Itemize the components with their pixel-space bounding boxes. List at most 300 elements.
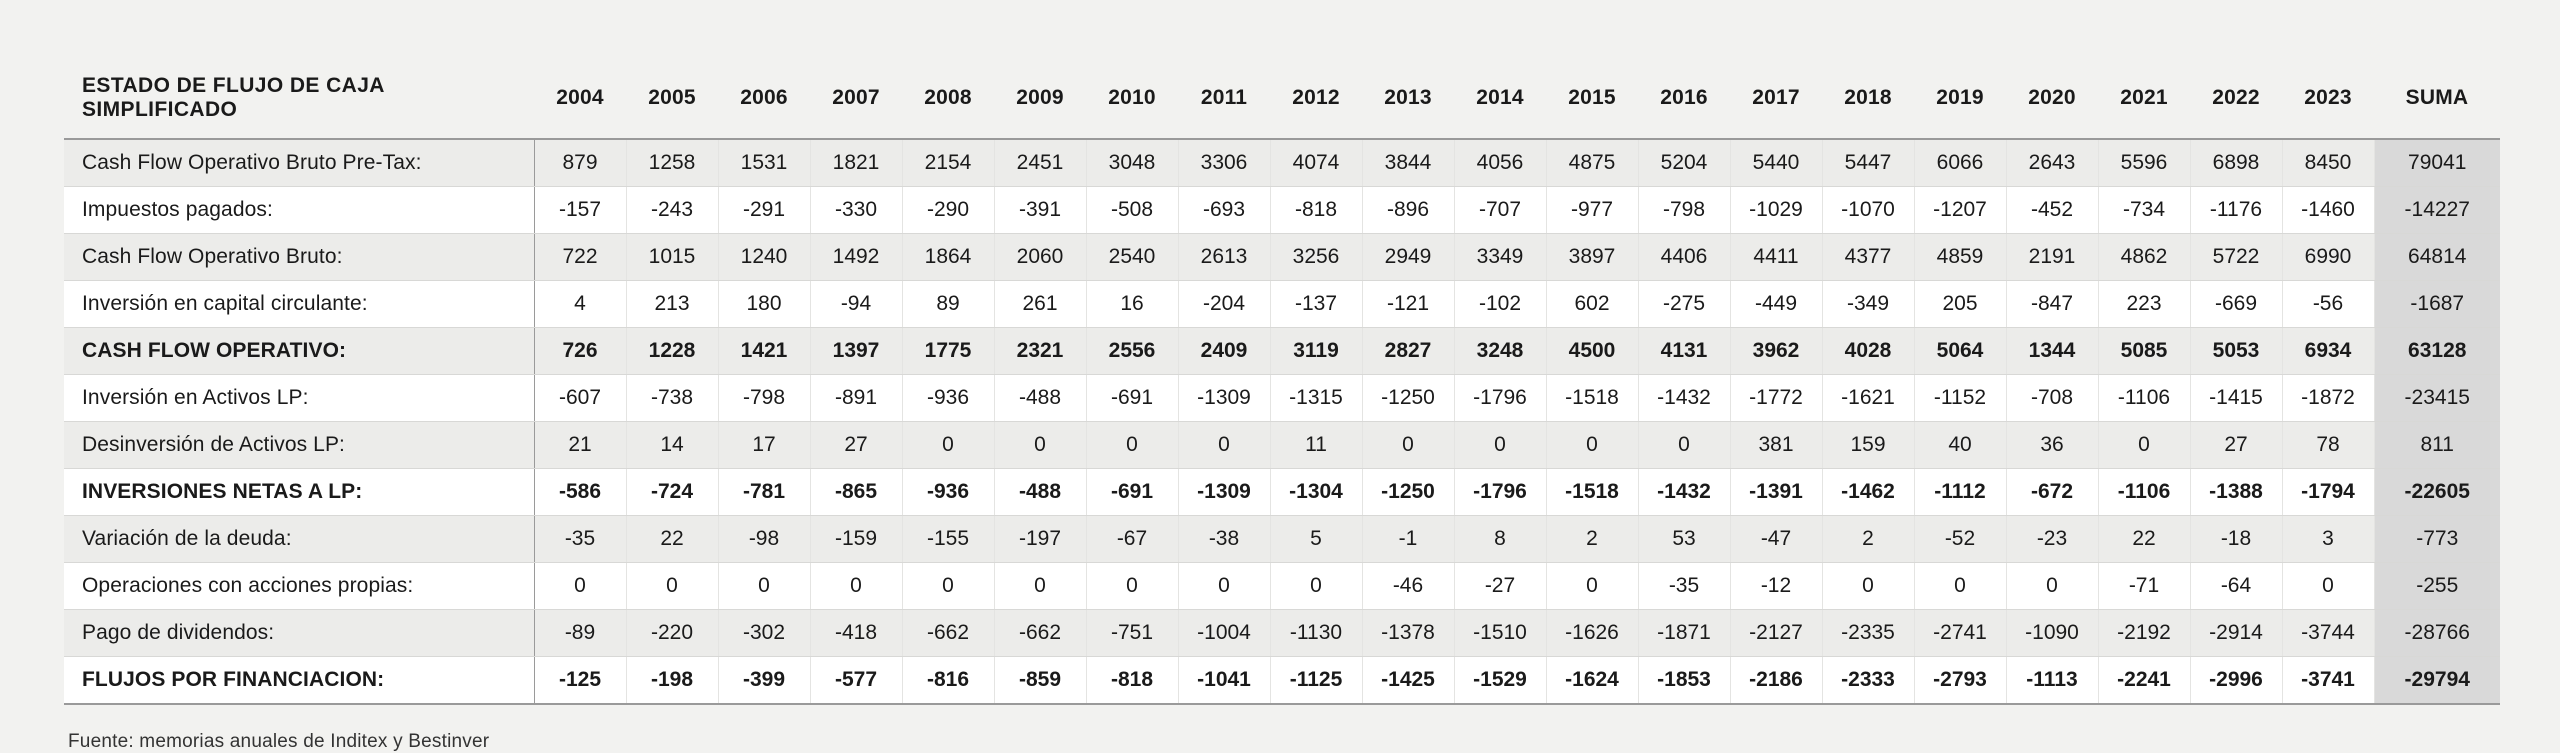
data-cell: -290 xyxy=(902,187,994,234)
data-cell: -137 xyxy=(1270,281,1362,328)
row-label: INVERSIONES NETAS A LP: xyxy=(64,469,534,516)
data-cell: 0 xyxy=(1178,422,1270,469)
sum-cell: -23415 xyxy=(2374,375,2500,422)
data-cell: -71 xyxy=(2098,563,2190,610)
data-cell: 381 xyxy=(1730,422,1822,469)
row-label: Inversión en capital circulante: xyxy=(64,281,534,328)
data-cell: -2793 xyxy=(1914,657,2006,705)
data-cell: -1518 xyxy=(1546,375,1638,422)
data-cell: -155 xyxy=(902,516,994,563)
data-cell: -302 xyxy=(718,610,810,657)
data-cell: -1176 xyxy=(2190,187,2282,234)
data-cell: 5085 xyxy=(2098,328,2190,375)
table-row xyxy=(64,234,2500,281)
data-cell: 2643 xyxy=(2006,139,2098,187)
column-header-year: 2008 xyxy=(902,60,994,139)
data-cell: 1258 xyxy=(626,139,718,187)
data-cell: 16 xyxy=(1086,281,1178,328)
data-cell: 6898 xyxy=(2190,139,2282,187)
data-cell: -157 xyxy=(534,187,626,234)
data-cell: -1510 xyxy=(1454,610,1546,657)
data-cell: -197 xyxy=(994,516,1086,563)
data-cell: -159 xyxy=(810,516,902,563)
data-cell: 2451 xyxy=(994,139,1086,187)
data-cell: 2556 xyxy=(1086,328,1178,375)
data-cell: 4028 xyxy=(1822,328,1914,375)
data-cell: -896 xyxy=(1362,187,1454,234)
data-cell: 180 xyxy=(718,281,810,328)
data-cell: 1228 xyxy=(626,328,718,375)
data-cell: -1425 xyxy=(1362,657,1454,705)
data-cell: -2127 xyxy=(1730,610,1822,657)
data-cell: -418 xyxy=(810,610,902,657)
data-cell: 0 xyxy=(2282,563,2374,610)
data-cell: -23 xyxy=(2006,516,2098,563)
data-cell: -1796 xyxy=(1454,469,1546,516)
data-cell: 2827 xyxy=(1362,328,1454,375)
data-cell: -399 xyxy=(718,657,810,705)
table-row xyxy=(64,422,2500,469)
data-cell: -2333 xyxy=(1822,657,1914,705)
column-header-year: 2018 xyxy=(1822,60,1914,139)
data-cell: 1492 xyxy=(810,234,902,281)
data-cell: 0 xyxy=(810,563,902,610)
data-cell: 0 xyxy=(2098,422,2190,469)
data-cell: -847 xyxy=(2006,281,2098,328)
data-cell: 0 xyxy=(2006,563,2098,610)
data-cell: 0 xyxy=(994,422,1086,469)
data-cell: -1853 xyxy=(1638,657,1730,705)
data-cell: -1624 xyxy=(1546,657,1638,705)
data-cell: -275 xyxy=(1638,281,1730,328)
column-header-year: 2017 xyxy=(1730,60,1822,139)
data-cell: 2321 xyxy=(994,328,1086,375)
data-cell: 2949 xyxy=(1362,234,1454,281)
data-cell: 4411 xyxy=(1730,234,1822,281)
data-cell: 4406 xyxy=(1638,234,1730,281)
data-cell: 4500 xyxy=(1546,328,1638,375)
data-cell: -1315 xyxy=(1270,375,1362,422)
data-cell: 8 xyxy=(1454,516,1546,563)
data-cell: 1344 xyxy=(2006,328,2098,375)
data-cell: 5596 xyxy=(2098,139,2190,187)
data-cell: -586 xyxy=(534,469,626,516)
data-cell: 0 xyxy=(1086,563,1178,610)
data-cell: 5204 xyxy=(1638,139,1730,187)
data-cell: -798 xyxy=(1638,187,1730,234)
data-cell: 4131 xyxy=(1638,328,1730,375)
row-label: CASH FLOW OPERATIVO: xyxy=(64,328,534,375)
data-cell: 22 xyxy=(626,516,718,563)
data-cell: 4875 xyxy=(1546,139,1638,187)
data-cell: -1041 xyxy=(1178,657,1270,705)
data-cell: -3741 xyxy=(2282,657,2374,705)
table-row xyxy=(64,281,2500,328)
data-cell: -936 xyxy=(902,375,994,422)
data-cell: -707 xyxy=(1454,187,1546,234)
data-cell: 1821 xyxy=(810,139,902,187)
data-cell: -198 xyxy=(626,657,718,705)
data-cell: 722 xyxy=(534,234,626,281)
table-row xyxy=(64,187,2500,234)
data-cell: 36 xyxy=(2006,422,2098,469)
data-cell: 0 xyxy=(534,563,626,610)
row-label: Variación de la deuda: xyxy=(64,516,534,563)
data-cell: 3256 xyxy=(1270,234,1362,281)
data-cell: 879 xyxy=(534,139,626,187)
data-cell: -798 xyxy=(718,375,810,422)
data-cell: 3897 xyxy=(1546,234,1638,281)
data-cell: -64 xyxy=(2190,563,2282,610)
data-cell: -738 xyxy=(626,375,718,422)
data-cell: 5722 xyxy=(2190,234,2282,281)
data-cell: -859 xyxy=(994,657,1086,705)
data-cell: -1391 xyxy=(1730,469,1822,516)
data-cell: -1872 xyxy=(2282,375,2374,422)
data-cell: -1106 xyxy=(2098,375,2190,422)
column-header-year: 2021 xyxy=(2098,60,2190,139)
column-header-year: 2020 xyxy=(2006,60,2098,139)
data-cell: -243 xyxy=(626,187,718,234)
data-cell: -488 xyxy=(994,375,1086,422)
data-cell: -781 xyxy=(718,469,810,516)
row-label: FLUJOS POR FINANCIACION: xyxy=(64,657,534,705)
data-cell: -891 xyxy=(810,375,902,422)
data-cell: -47 xyxy=(1730,516,1822,563)
data-cell: 1240 xyxy=(718,234,810,281)
data-cell: -349 xyxy=(1822,281,1914,328)
data-cell: 2 xyxy=(1546,516,1638,563)
data-cell: 11 xyxy=(1270,422,1362,469)
data-cell: 40 xyxy=(1914,422,2006,469)
data-cell: -1004 xyxy=(1178,610,1270,657)
data-cell: 0 xyxy=(902,422,994,469)
data-cell: -1460 xyxy=(2282,187,2374,234)
data-cell: -1250 xyxy=(1362,375,1454,422)
data-cell: 1397 xyxy=(810,328,902,375)
data-cell: 22 xyxy=(2098,516,2190,563)
data-cell: 1864 xyxy=(902,234,994,281)
data-cell: -816 xyxy=(902,657,994,705)
row-label: Inversión en Activos LP: xyxy=(64,375,534,422)
data-cell: 5440 xyxy=(1730,139,1822,187)
data-cell: -1772 xyxy=(1730,375,1822,422)
column-header-year: 2022 xyxy=(2190,60,2282,139)
data-cell: -1152 xyxy=(1914,375,2006,422)
data-cell: -662 xyxy=(994,610,1086,657)
data-cell: 3048 xyxy=(1086,139,1178,187)
data-cell: -1250 xyxy=(1362,469,1454,516)
row-label: Desinversión de Activos LP: xyxy=(64,422,534,469)
data-cell: 223 xyxy=(2098,281,2190,328)
data-cell: -1070 xyxy=(1822,187,1914,234)
data-cell: -693 xyxy=(1178,187,1270,234)
column-header-year: 2006 xyxy=(718,60,810,139)
data-cell: 14 xyxy=(626,422,718,469)
data-cell: 0 xyxy=(1638,422,1730,469)
column-header-year: 2013 xyxy=(1362,60,1454,139)
data-cell: -449 xyxy=(1730,281,1822,328)
data-cell: -1518 xyxy=(1546,469,1638,516)
sum-cell: -28766 xyxy=(2374,610,2500,657)
data-cell: -724 xyxy=(626,469,718,516)
data-cell: 2613 xyxy=(1178,234,1270,281)
data-cell: -577 xyxy=(810,657,902,705)
data-cell: 0 xyxy=(994,563,1086,610)
data-cell: -977 xyxy=(1546,187,1638,234)
data-cell: 0 xyxy=(1270,563,1362,610)
data-cell: -18 xyxy=(2190,516,2282,563)
data-cell: 4377 xyxy=(1822,234,1914,281)
row-label: Cash Flow Operativo Bruto: xyxy=(64,234,534,281)
data-cell: -1130 xyxy=(1270,610,1362,657)
data-cell: 89 xyxy=(902,281,994,328)
data-cell: -391 xyxy=(994,187,1086,234)
data-cell: 6934 xyxy=(2282,328,2374,375)
data-cell: -12 xyxy=(1730,563,1822,610)
data-cell: -330 xyxy=(810,187,902,234)
data-cell: 53 xyxy=(1638,516,1730,563)
data-cell: 1421 xyxy=(718,328,810,375)
sum-cell: -773 xyxy=(2374,516,2500,563)
data-cell: 27 xyxy=(810,422,902,469)
data-cell: -1309 xyxy=(1178,469,1270,516)
source-note: Fuente: memorias anuales de Inditex y Bestinver xyxy=(68,731,490,752)
column-header-year: 2011 xyxy=(1178,60,1270,139)
data-cell: 261 xyxy=(994,281,1086,328)
data-cell: 5 xyxy=(1270,516,1362,563)
data-cell: 4 xyxy=(534,281,626,328)
table-row xyxy=(64,610,2500,657)
column-header-year: 2023 xyxy=(2282,60,2374,139)
data-cell: -35 xyxy=(534,516,626,563)
data-cell: 159 xyxy=(1822,422,1914,469)
data-cell: 21 xyxy=(534,422,626,469)
data-cell: -672 xyxy=(2006,469,2098,516)
data-cell: 17 xyxy=(718,422,810,469)
data-cell: 2191 xyxy=(2006,234,2098,281)
data-cell: 2154 xyxy=(902,139,994,187)
data-cell: -27 xyxy=(1454,563,1546,610)
data-cell: 3 xyxy=(2282,516,2374,563)
data-cell: 5447 xyxy=(1822,139,1914,187)
data-cell: 4862 xyxy=(2098,234,2190,281)
data-cell: -1113 xyxy=(2006,657,2098,705)
data-cell: -708 xyxy=(2006,375,2098,422)
data-cell: 213 xyxy=(626,281,718,328)
data-cell: -1388 xyxy=(2190,469,2282,516)
data-cell: 0 xyxy=(1178,563,1270,610)
data-cell: -2186 xyxy=(1730,657,1822,705)
column-header-sum: SUMA xyxy=(2374,60,2500,139)
data-cell: -3744 xyxy=(2282,610,2374,657)
data-cell: 3962 xyxy=(1730,328,1822,375)
data-cell: 3248 xyxy=(1454,328,1546,375)
data-cell: -291 xyxy=(718,187,810,234)
row-label: Cash Flow Operativo Bruto Pre-Tax: xyxy=(64,139,534,187)
column-header-year: 2009 xyxy=(994,60,1086,139)
data-cell: 8450 xyxy=(2282,139,2374,187)
data-cell: -52 xyxy=(1914,516,2006,563)
data-cell: -488 xyxy=(994,469,1086,516)
sum-cell: 63128 xyxy=(2374,328,2500,375)
column-header-year: 2019 xyxy=(1914,60,2006,139)
data-cell: 0 xyxy=(718,563,810,610)
data-cell: -865 xyxy=(810,469,902,516)
data-cell: -125 xyxy=(534,657,626,705)
column-header-year: 2014 xyxy=(1454,60,1546,139)
sum-cell: 811 xyxy=(2374,422,2500,469)
data-cell: 0 xyxy=(1914,563,2006,610)
data-cell: -818 xyxy=(1270,187,1362,234)
data-cell: -204 xyxy=(1178,281,1270,328)
data-cell: 1531 xyxy=(718,139,810,187)
data-cell: -818 xyxy=(1086,657,1178,705)
data-cell: -669 xyxy=(2190,281,2282,328)
data-cell: 2409 xyxy=(1178,328,1270,375)
data-cell: -46 xyxy=(1362,563,1454,610)
data-cell: 602 xyxy=(1546,281,1638,328)
data-cell: -35 xyxy=(1638,563,1730,610)
data-cell: -662 xyxy=(902,610,994,657)
data-cell: -1626 xyxy=(1546,610,1638,657)
data-cell: -1415 xyxy=(2190,375,2282,422)
data-cell: 0 xyxy=(1362,422,1454,469)
sum-cell: -29794 xyxy=(2374,657,2500,705)
data-cell: -607 xyxy=(534,375,626,422)
row-label: Operaciones con acciones propias: xyxy=(64,563,534,610)
data-cell: -1304 xyxy=(1270,469,1362,516)
data-cell: -1432 xyxy=(1638,375,1730,422)
sum-cell: 79041 xyxy=(2374,139,2500,187)
data-cell: -1621 xyxy=(1822,375,1914,422)
data-cell: -1871 xyxy=(1638,610,1730,657)
column-header-year: 2005 xyxy=(626,60,718,139)
data-cell: 0 xyxy=(1546,563,1638,610)
data-cell: 1015 xyxy=(626,234,718,281)
data-cell: -2914 xyxy=(2190,610,2282,657)
data-cell: 6990 xyxy=(2282,234,2374,281)
data-cell: -1309 xyxy=(1178,375,1270,422)
table-row xyxy=(64,657,2500,705)
table-row xyxy=(64,469,2500,516)
data-cell: -1207 xyxy=(1914,187,2006,234)
table-title-header: ESTADO DE FLUJO DE CAJA SIMPLIFICADO xyxy=(64,60,534,139)
table-row xyxy=(64,375,2500,422)
data-cell: -691 xyxy=(1086,469,1178,516)
data-cell: 0 xyxy=(902,563,994,610)
data-cell: 2060 xyxy=(994,234,1086,281)
data-cell: -121 xyxy=(1362,281,1454,328)
table-row xyxy=(64,516,2500,563)
data-cell: -1106 xyxy=(2098,469,2190,516)
data-cell: -220 xyxy=(626,610,718,657)
data-cell: -1090 xyxy=(2006,610,2098,657)
data-cell: 0 xyxy=(1086,422,1178,469)
table-header xyxy=(64,60,2500,139)
data-cell: -508 xyxy=(1086,187,1178,234)
sum-cell: 64814 xyxy=(2374,234,2500,281)
data-cell: 726 xyxy=(534,328,626,375)
row-label: Impuestos pagados: xyxy=(64,187,534,234)
data-cell: -1029 xyxy=(1730,187,1822,234)
data-cell: 27 xyxy=(2190,422,2282,469)
column-header-year: 2012 xyxy=(1270,60,1362,139)
data-cell: -1796 xyxy=(1454,375,1546,422)
sum-cell: -14227 xyxy=(2374,187,2500,234)
data-cell: -1529 xyxy=(1454,657,1546,705)
data-cell: 3119 xyxy=(1270,328,1362,375)
table-body xyxy=(64,139,2500,704)
data-cell: -1432 xyxy=(1638,469,1730,516)
row-label: Pago de dividendos: xyxy=(64,610,534,657)
table-row xyxy=(64,139,2500,187)
data-cell: 2 xyxy=(1822,516,1914,563)
cashflow-table xyxy=(64,60,2500,705)
data-cell: -936 xyxy=(902,469,994,516)
column-header-year: 2004 xyxy=(534,60,626,139)
data-cell: 2540 xyxy=(1086,234,1178,281)
data-cell: 4074 xyxy=(1270,139,1362,187)
sum-cell: -22605 xyxy=(2374,469,2500,516)
data-cell: 3844 xyxy=(1362,139,1454,187)
data-cell: -2192 xyxy=(2098,610,2190,657)
data-cell: 78 xyxy=(2282,422,2374,469)
table-row xyxy=(64,328,2500,375)
data-cell: 5064 xyxy=(1914,328,2006,375)
data-cell: 205 xyxy=(1914,281,2006,328)
sum-cell: -1687 xyxy=(2374,281,2500,328)
data-cell: -1462 xyxy=(1822,469,1914,516)
data-cell: -102 xyxy=(1454,281,1546,328)
data-cell: 4859 xyxy=(1914,234,2006,281)
data-cell: -1 xyxy=(1362,516,1454,563)
table-row xyxy=(64,563,2500,610)
sum-cell: -255 xyxy=(2374,563,2500,610)
data-cell: 4056 xyxy=(1454,139,1546,187)
data-cell: -38 xyxy=(1178,516,1270,563)
data-cell: -56 xyxy=(2282,281,2374,328)
data-cell: 0 xyxy=(1454,422,1546,469)
data-cell: -1112 xyxy=(1914,469,2006,516)
data-cell: -2996 xyxy=(2190,657,2282,705)
data-cell: -2335 xyxy=(1822,610,1914,657)
data-cell: 0 xyxy=(1546,422,1638,469)
data-cell: -94 xyxy=(810,281,902,328)
data-cell: -2241 xyxy=(2098,657,2190,705)
data-cell: -691 xyxy=(1086,375,1178,422)
data-cell: 6066 xyxy=(1914,139,2006,187)
data-cell: -98 xyxy=(718,516,810,563)
data-cell: -89 xyxy=(534,610,626,657)
column-header-year: 2007 xyxy=(810,60,902,139)
data-cell: -1378 xyxy=(1362,610,1454,657)
data-cell: 3306 xyxy=(1178,139,1270,187)
column-header-year: 2015 xyxy=(1546,60,1638,139)
data-cell: -452 xyxy=(2006,187,2098,234)
data-cell: -1794 xyxy=(2282,469,2374,516)
data-cell: -2741 xyxy=(1914,610,2006,657)
table-header-row xyxy=(64,60,2500,139)
data-cell: 5053 xyxy=(2190,328,2282,375)
data-cell: -67 xyxy=(1086,516,1178,563)
data-cell: -751 xyxy=(1086,610,1178,657)
data-cell: -1125 xyxy=(1270,657,1362,705)
data-cell: 3349 xyxy=(1454,234,1546,281)
data-cell: -734 xyxy=(2098,187,2190,234)
data-cell: 0 xyxy=(626,563,718,610)
data-cell: 0 xyxy=(1822,563,1914,610)
